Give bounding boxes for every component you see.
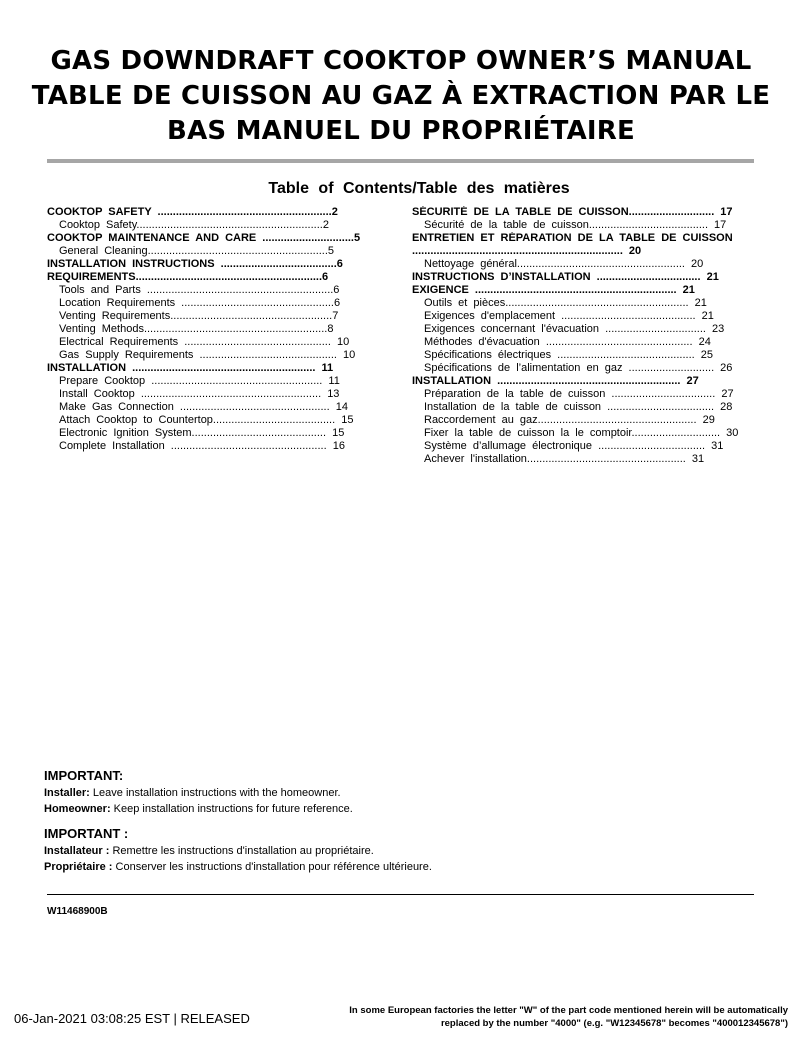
toc-french-column — [412, 206, 772, 466]
installer-label-fr: Installateur : — [44, 845, 110, 857]
owner-text-fr: Conserver les instructions d'installation pour référence ultérieure. — [112, 861, 432, 873]
part-code-footnote — [288, 1004, 788, 1030]
toc-link-installation-fr[interactable]: INSTALLATION ............................................................ 27 — [412, 375, 699, 387]
installer-note-en — [44, 785, 353, 801]
toc-link-nettoyage[interactable]: Nettoyage général....................................................... 20 — [424, 258, 704, 270]
toc-link-ignition-system[interactable]: Electronic Ignition System............................................ 15 — [59, 427, 345, 439]
toc-link-instructions-installation[interactable]: INSTRUCTIONS D’INSTALLATION .................................. 21 — [412, 271, 719, 283]
toc-link-tools-parts[interactable]: Tools and Parts .............................................................6 — [59, 284, 340, 296]
toc-link-cooktop-safety[interactable]: COOKTOP SAFETY .........................................................2 — [47, 206, 338, 218]
installer-note-fr — [44, 843, 432, 859]
toc-link-gas-connection[interactable]: Make Gas Connection ................................................. 14 — [59, 401, 348, 413]
important-notice-french — [44, 825, 432, 875]
installer-label-en: Installer: — [44, 787, 90, 799]
important-notice-english — [44, 767, 353, 817]
owner-note-en — [44, 801, 353, 817]
title-line-1: GAS DOWNDRAFT COOKTOP OWNER’S MANUAL — [50, 46, 752, 76]
release-stamp: 06-Jan-2021 03:08:25 EST | RELEASED — [14, 1011, 250, 1026]
toc-link-preparation[interactable]: Préparation de la table de cuisson .................................. 27 — [424, 388, 734, 400]
toc-link-securite-sub[interactable]: Sécurité de la table de cuisson....................................... 17 — [424, 219, 727, 231]
toc-link-gas-supply[interactable]: Gas Supply Requirements ............................................. 10 — [59, 349, 356, 361]
toc-link-maintenance[interactable]: COOKTOP MAINTENANCE AND CARE ..............................5 — [47, 232, 361, 244]
owner-label-fr: Propriétaire : — [44, 861, 113, 873]
toc-link-location-requirements[interactable]: Location Requirements ..................................................6 — [59, 297, 341, 309]
toc-link-general-cleaning[interactable]: General Cleaning...........................................................5 — [59, 245, 335, 257]
toc-link-achever-installation[interactable]: Achever l'installation.................................................... 31 — [424, 453, 705, 465]
toc-link-methodes-evacuation[interactable]: Méthodes d'évacuation ................................................ 24 — [424, 336, 711, 348]
title-line-2: TABLE DE CUISSON AU GAZ À EXTRACTION PAR LE — [31, 81, 771, 111]
toc-link-fixer-comptoir[interactable]: Fixer la table de cuisson la le comptoir............................. 30 — [424, 427, 739, 439]
important-heading-en: IMPORTANT: — [44, 768, 124, 783]
manual-title — [0, 44, 802, 149]
installer-text-en: Leave installation instructions with the homeowner. — [89, 787, 341, 799]
title-line-3: BAS MANUEL DU PROPRIÉTAIRE — [167, 116, 635, 146]
toc-link-securite[interactable]: SÉCURITÉ DE LA TABLE DE CUISSON............................ 17 — [412, 206, 733, 218]
toc-link-prepare-cooktop[interactable]: Prepare Cooktop ........................................................ 11 — [59, 375, 340, 387]
toc-link-emplacement[interactable]: Exigences d'emplacement ............................................ 21 — [424, 310, 714, 322]
toc-link-cooktop-safety-sub[interactable]: Cooktop Safety.............................................................2 — [59, 219, 329, 231]
toc-link-attach-countertop[interactable]: Attach Cooktop to Countertop........................................ 15 — [59, 414, 354, 426]
toc-link-installation-table[interactable]: Installation de la table de cuisson ................................... 28 — [424, 401, 733, 413]
toc-link-exigence[interactable]: EXIGENCE .................................................................. 21 — [412, 284, 695, 296]
toc-link-alimentation-gaz[interactable]: Spécifications de l’alimentation en gaz ............................ 26 — [424, 362, 733, 374]
toc-link-electrical-requirements[interactable]: Electrical Requirements ................................................ 10 — [59, 336, 350, 348]
footnote-line-1: In some European factories the letter "W" of the part code mentioned herein will be automatically — [349, 1005, 788, 1016]
toc-link-installation[interactable]: INSTALLATION ............................................................ 11 — [47, 362, 334, 374]
title-divider — [47, 159, 754, 163]
part-number: W11468900B — [47, 906, 108, 917]
owner-text-en: Keep installation instructions for future reference. — [110, 803, 353, 815]
toc-link-outils[interactable]: Outils et pièces............................................................ 21 — [424, 297, 707, 309]
toc-english-column — [47, 206, 397, 453]
toc-link-entretien[interactable]: ENTRETIEN ET RÉPARATION DE LA TABLE DE CUISSON ..................................................................... 20 — [412, 232, 733, 257]
toc-link-allumage[interactable]: Système d’allumage électronique ................................... 31 — [424, 440, 724, 452]
toc-heading: Table of Contents/Table des matières — [268, 180, 570, 197]
installer-text-fr: Remettre les instructions d'installation au propriétaire. — [109, 845, 374, 857]
important-heading-fr: IMPORTANT : — [44, 826, 129, 841]
toc-link-venting-methods[interactable]: Venting Methods............................................................8 — [59, 323, 334, 335]
toc-link-exigences-evacuation[interactable]: Exigences concernant l'évacuation ................................. 23 — [424, 323, 725, 335]
footer-divider — [47, 894, 754, 895]
toc-link-raccordement-gaz[interactable]: Raccordement au gaz.................................................... 29 — [424, 414, 715, 426]
footnote-line-2: replaced by the number "4000" (e.g. "W12345678" becomes "400012345678") — [440, 1018, 788, 1029]
toc-link-requirements[interactable]: REQUIREMENTS.............................................................6 — [47, 271, 329, 283]
toc-link-installation-instructions[interactable]: INSTALLATION INSTRUCTIONS ......................................6 — [47, 258, 343, 270]
toc-link-install-cooktop[interactable]: Install Cooktop ........................................................... 13 — [59, 388, 340, 400]
toc-link-specifications-electriques[interactable]: Spécifications électriques ............................................. 25 — [424, 349, 713, 361]
owner-note-fr — [44, 859, 432, 875]
toc-link-complete-installation[interactable]: Complete Installation ................................................... 16 — [59, 440, 345, 452]
toc-link-venting-requirements[interactable]: Venting Requirements.....................................................7 — [59, 310, 339, 322]
owner-label-en: Homeowner: — [44, 803, 111, 815]
